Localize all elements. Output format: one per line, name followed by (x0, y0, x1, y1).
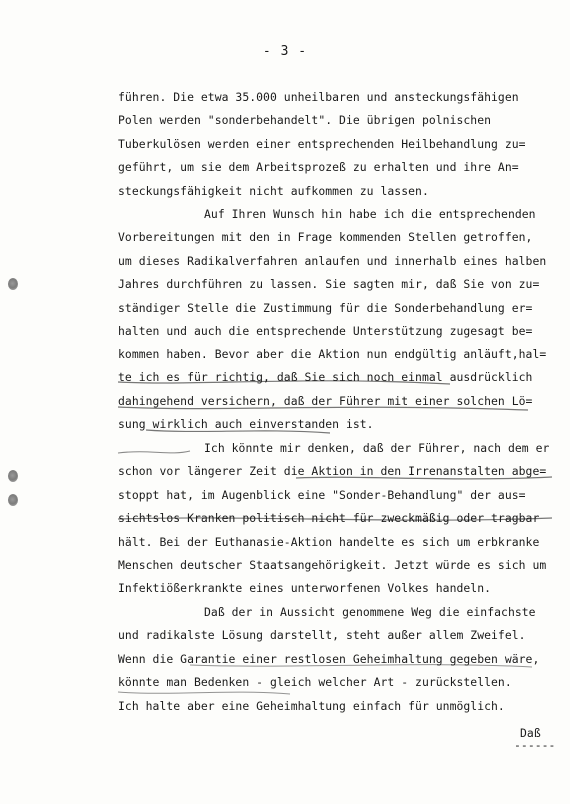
text-line: te ich es für richtig, daß Sie sich noch einmal ausdrücklich (118, 370, 533, 384)
text-line: Jahres durchführen zu lassen. Sie sagten mir, daß Sie von zu= (118, 277, 540, 291)
catchword: Daß (520, 726, 541, 740)
text-line: um dieses Radikalverfahren anlaufen und innerhalb eines halben (118, 254, 547, 268)
text-line: kommen haben. Bevor aber die Aktion nun endgültig anläuft,hal= (118, 347, 547, 361)
text-line: sung wirklich auch einverstanden ist. (118, 417, 374, 431)
text-line: könnte man Bedenken - gleich welcher Art - zurückstellen. (118, 675, 512, 689)
text-line: geführt, um sie dem Arbeitsprozeß zu erhalten und ihre An= (118, 160, 519, 174)
text-line: führen. Die etwa 35.000 unheilbaren und ansteckungsfähigen (118, 90, 519, 104)
text-line: Vorbereitungen mit den in Frage kommenden Stellen getroffen, (118, 230, 533, 244)
text-line: dahingehend versichern, daß der Führer mit einer solchen Lö= (118, 394, 533, 408)
text-line: Infektiößerkrankte eines unterworfenen Volkes handeln. (118, 581, 492, 595)
text-line: stoppt hat, im Augenblick eine "Sonder-Behandlung" der aus= (118, 488, 526, 502)
text-line: halten und auch die entsprechende Unterstützung zugesagt be= (118, 324, 533, 338)
text-line: Polen werden "sonderbehandelt". Die übrigen polnischen (118, 113, 492, 127)
text-line: Auf Ihren Wunsch hin habe ich die entsprechenden (204, 207, 536, 221)
text-line: ständiger Stelle die Zustimmung für die Sonderbehandlung er= (118, 301, 533, 315)
text-line: Ich halte aber eine Geheimhaltung einfach für unmöglich. (118, 699, 505, 713)
text-line: Menschen deutscher Staatsangehörigkeit. Jetzt würde es sich um (118, 558, 547, 572)
text-line: steckungsfähigkeit nicht aufkommen zu lassen. (118, 184, 429, 198)
text-line: und radikalste Lösung darstellt, steht außer allem Zweifel. (118, 628, 526, 642)
page-number: - 3 - (262, 44, 308, 59)
text-line: sichtslos Kranken politisch nicht für zweckmäßig oder tragbar (118, 511, 540, 525)
text-line: hält. Bei der Euthanasie-Aktion handelte es sich um erbkranke (118, 535, 540, 549)
text-line: Tuberkulösen werden einer entsprechenden Heilbehandlung zu= (118, 137, 526, 151)
text-line: Ich könnte mir denken, daß der Führer, nach dem er (204, 441, 550, 455)
text-line: schon vor längerer Zeit die Aktion in den Irrenanstalten abge= (118, 464, 547, 478)
text-line: Wenn die Garantie einer restlosen Geheimhaltung gegeben wäre, (118, 652, 540, 666)
catchword-rule: ------ (514, 738, 556, 752)
text-line: Daß der in Aussicht genommene Weg die einfachste (204, 605, 536, 619)
